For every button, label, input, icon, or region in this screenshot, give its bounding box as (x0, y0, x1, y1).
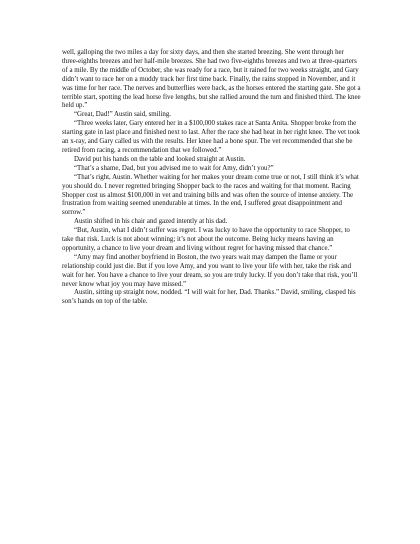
body-text (62, 49, 361, 307)
paragraph: Austin, sitting up straight now, nodded. “I will wait for her, Dad. Thanks.” David, smiling, clasped his son’s hands on top of the table. (62, 289, 356, 306)
paragraph: “Three weeks later, Gary entered her in a $100,000 stakes race at Santa Anita. Shopper broke from the starting gate in last place and finished next to last. After the race she had heat in her right knee. The vet took an x-ray, and Gary called us with the results. Her knee had a bone spur. The vet recommended that she be retired from racing, a recommendation that we followed.” (62, 120, 360, 154)
paragraph: “But, Austin, what I didn’t suffer was regret. I was lucky to have the opportunity to race Shopper, to take that risk. Luck is not about winning; it’s not about the outcome. Being lucky means having an opportunity, a chance to live your dream and living without regret for having missed that chance.” (62, 227, 350, 252)
paragraph: “Amy may find another boyfriend in Boston, the two years wait may dampen the flame or your relationship could just die. But if you love Amy, and you want to live your life with her, take the risk and wait for her. You have a chance to live your dream, so you are truly lucky. If you don’t take that risk, you’ll never know what joy you may have missed.” (62, 253, 358, 288)
paragraph: “Great, Dad!” Austin said, smiling. (74, 111, 172, 119)
paragraph: “That’s right, Austin. Whether waiting for her makes your dream come true or not, I still think it’s what you should do. I never regretted bringing Shopper back to the races and waiting for that moment. Racing Shopper cost us almost $100,000 in vet and training bills and was often the source of intense anxiety. The frustration from waiting seemed unendurable at times. In the end, I suffered great disappointment and sorrow.” (62, 173, 359, 217)
paragraph: “That’s a shame, Dad, but you advised me to wait for Amy, didn’t you?” (74, 164, 274, 172)
paragraph: David put his hands on the table and looked straight at Austin. (74, 155, 246, 163)
paragraph: Austin shifted in his chair and gazed intently at his dad. (74, 218, 228, 226)
paragraph-continuation: well, galloping the two miles a day for sixty days, and then she started breezing. She went through her three-eighths breezes and her half-mile breezes. She had two five-eighths breezes and two at three-quarters of a mile. By the middle of October, she was ready for a race, but it rained for two weeks straight, and Gary didn’t want to race her on a muddy track her first time back. Finally, the rains stopped in November, and it was time for her race. The nerves and butterflies were back, as the horses entered the starting gate. She got a terrible start, spotting the lead horse five lengths, but she rallied around the turn and finished third. The knee held up.” (62, 49, 361, 110)
